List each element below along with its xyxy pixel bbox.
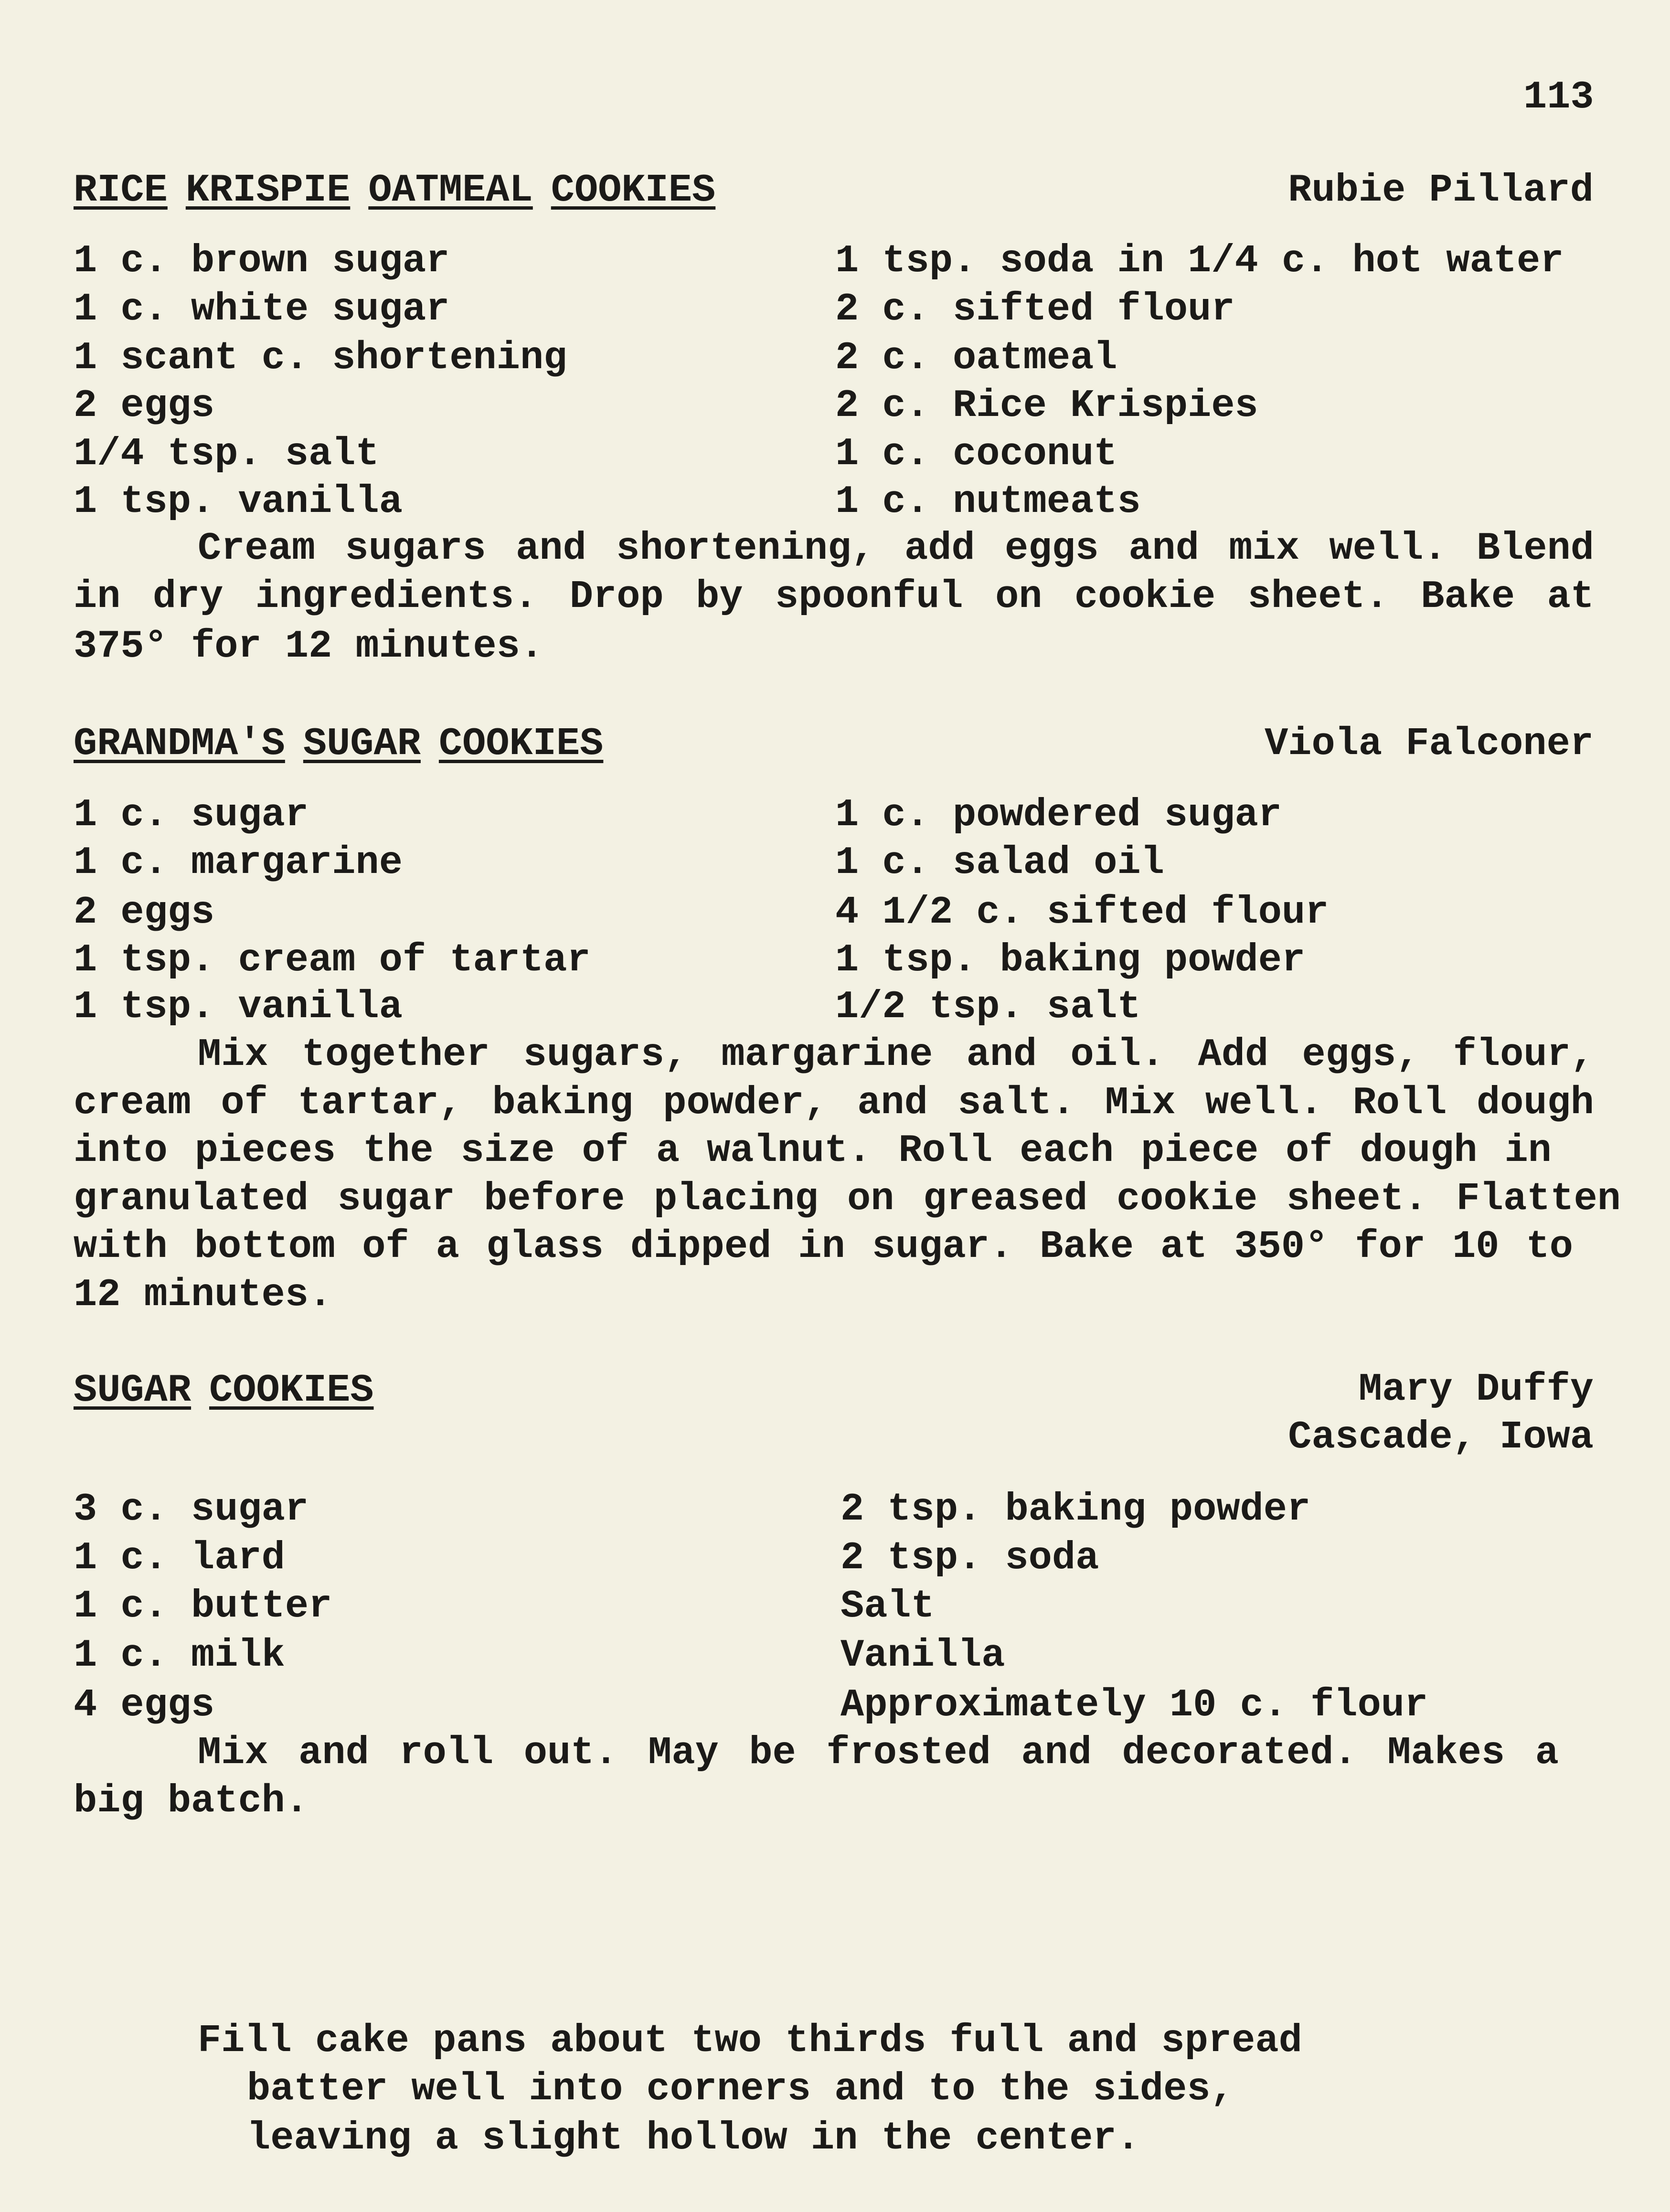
recipe-location: Cascade, Iowa [1288,1415,1594,1459]
title-word: COOKIES [209,1368,374,1413]
ingredient: 1 scant c. shortening [74,336,567,380]
ingredient: 1/2 tsp. salt [835,985,1141,1029]
ingredient: 1 c. white sugar [74,287,450,331]
direction-line: cream of tartar, baking powder, and salt. Mix well. Roll dough [74,1081,1594,1125]
title-word: SUGAR [303,722,421,766]
title-word: SUGAR [74,1368,191,1413]
ingredient: 1 c. salad oil [835,840,1164,885]
direction-line: 375° for 12 minutes. [74,624,544,669]
recipe-author: Rubie Pillard [1288,168,1594,213]
ingredient: 1 c. lard [74,1536,285,1580]
ingredient: 1 c. nutmeats [835,479,1141,524]
ingredient: 3 c. sugar [74,1487,309,1531]
ingredient: 1 tsp. vanilla [74,985,403,1029]
direction-line: into pieces the size of a walnut. Roll each piece of dough in [74,1128,1552,1173]
ingredient: 2 tsp. baking powder [840,1487,1311,1531]
ingredient: 1 tsp. cream of tartar [74,938,591,982]
direction-line: with bottom of a glass dipped in sugar. Bake at 350° for 10 to [74,1224,1573,1269]
tip-line: Fill cake pans about two thirds full and spread [198,2019,1302,2063]
direction-line: Mix together sugars, margarine and oil. Add eggs, flour, [198,1032,1594,1077]
ingredient: 2 c. sifted flour [835,287,1235,331]
ingredient: 2 eggs [74,383,215,428]
ingredient: 1 c. milk [74,1633,285,1678]
ingredient: 2 c. Rice Krispies [835,383,1258,428]
recipe-author: Mary Duffy [1358,1367,1594,1412]
ingredient: Approximately 10 c. flour [840,1683,1428,1727]
title-word: KRISPIE [185,168,351,213]
ingredient: 1 tsp. vanilla [74,479,403,524]
direction-line: 12 minutes. [74,1273,332,1317]
recipe-title [74,723,621,765]
title-word: OATMEAL [368,168,533,213]
recipe-title [74,170,734,212]
recipe-title [74,1370,392,1412]
ingredient: 2 eggs [74,890,215,935]
ingredient: 1 tsp. baking powder [835,938,1306,982]
ingredient: 1 c. powdered sugar [835,793,1282,837]
title-word: RICE [74,168,168,213]
ingredient: 4 eggs [74,1683,215,1727]
ingredient: 1 c. butter [74,1584,332,1628]
direction-line: Cream sugars and shortening, add eggs and mix well. Blend [198,526,1594,571]
recipe-author: Viola Falconer [1265,722,1594,766]
ingredient: 1 c. sugar [74,793,309,837]
ingredient: Vanilla [840,1633,1005,1678]
ingredient: 1 c. coconut [835,432,1117,476]
ingredient: 1 c. margarine [74,840,403,885]
tip-line: leaving a slight hollow in the center. [247,2116,1140,2160]
direction-line: big batch. [74,1779,309,1823]
ingredient: 1 tsp. soda in 1/4 c. hot water [835,239,1564,283]
direction-line: granulated sugar before placing on greased cookie sheet. Flatten [74,1177,1621,1221]
direction-line: Mix and roll out. May be frosted and decorated. Makes a [198,1731,1559,1775]
page-number: 113 [1523,75,1594,119]
ingredient: 2 tsp. soda [840,1536,1099,1580]
title-word: GRANDMA'S [74,722,285,766]
ingredient: 1 c. brown sugar [74,239,450,283]
title-word: COOKIES [551,168,716,213]
ingredient: 2 c. oatmeal [835,336,1117,380]
ingredient: 4 1/2 c. sifted flour [835,890,1329,935]
ingredient: 1/4 tsp. salt [74,432,379,476]
title-word: COOKIES [438,722,604,766]
tip-line: batter well into corners and to the sides, [247,2067,1234,2111]
ingredient: Salt [840,1584,935,1628]
direction-line: in dry ingredients. Drop by spoonful on cookie sheet. Bake at [74,574,1594,619]
